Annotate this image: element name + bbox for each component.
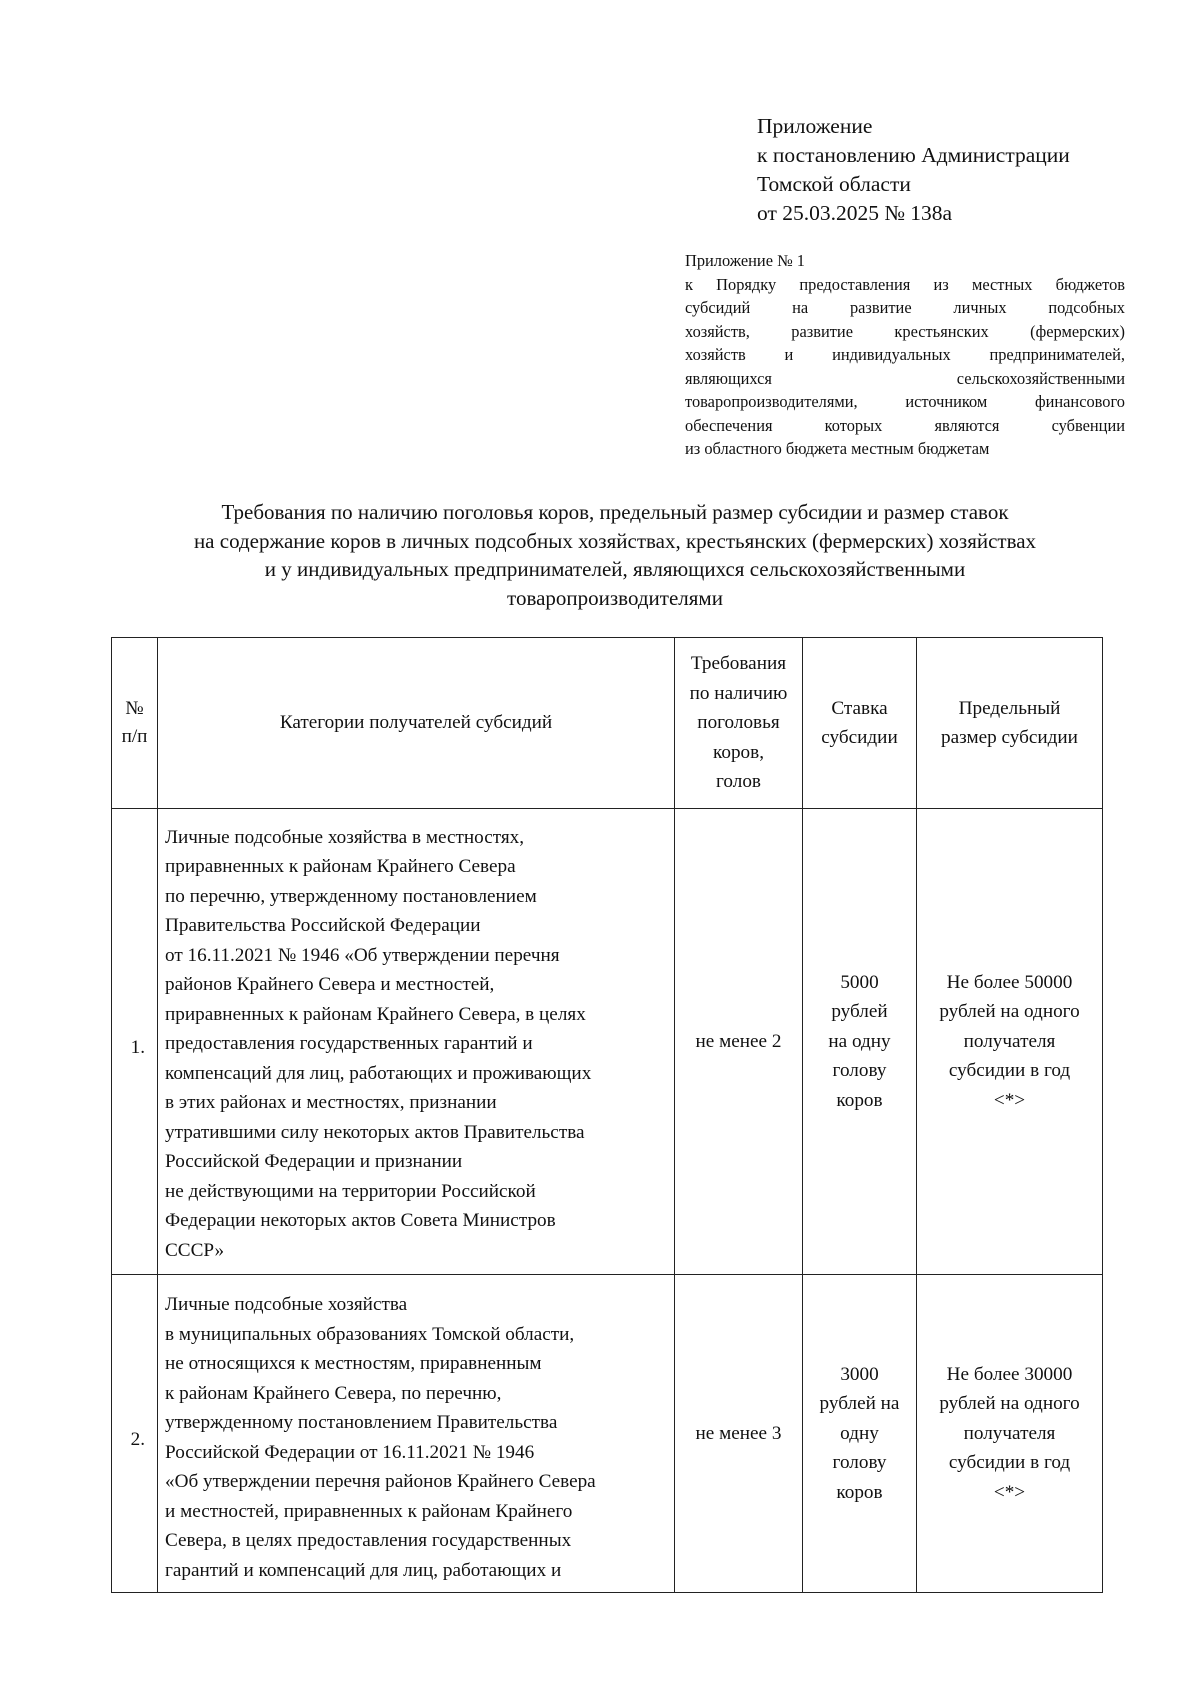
category-line: гарантий и компенсаций для лиц, работающих и (165, 1559, 562, 1581)
rate-line: коров (836, 1089, 883, 1111)
category-line: Российской Федерации от 16.11.2021 № 1946 (165, 1441, 535, 1463)
appendix-reference (685, 249, 1125, 461)
max-line: рублей на одного (939, 1001, 1080, 1023)
category-line: СССР» (165, 1239, 225, 1261)
category-line: районов Крайнего Севера и местностей, (165, 974, 495, 996)
category-line: не относящихся к местностям, приравненным (165, 1353, 542, 1374)
category-line: от 16.11.2021 № 1946 «Об утверждении перечня (165, 944, 560, 966)
category-line: к районам Крайнего Севера, по перечню, (165, 1382, 502, 1404)
appendix-line: являющихся сельскохозяйственными (685, 368, 1125, 388)
header-requirement-line: голов (716, 771, 761, 793)
category-line: утвержденному постановлением Правительства (165, 1412, 558, 1433)
header-number-line: № (125, 698, 144, 719)
category-line: приравненных к районам Крайнего Севера, в целях (165, 1003, 586, 1025)
header-requirement-line: Требования (690, 653, 787, 675)
title-line: товаропроизводителями (507, 585, 723, 610)
rate-line: рублей (831, 1001, 888, 1023)
appendix-line: товаропроизводителями, источником финансового (685, 392, 1125, 411)
header-line: Приложение (757, 114, 873, 138)
category-line: Правительства Российской Федерации (165, 915, 481, 937)
category-line: приравненных к районам Крайнего Севера (165, 856, 516, 878)
header-requirement (675, 638, 803, 809)
approval-header (757, 112, 1070, 228)
rate-line: одну (840, 1422, 879, 1444)
table-row (112, 809, 1103, 1275)
header-line: Томской области (757, 172, 911, 196)
header-rate-line: Ставка (831, 697, 888, 719)
category-line: не действующими на территории Российской (165, 1180, 536, 1202)
header-line: от 25.03.2025 № 138а (757, 201, 953, 225)
category-line: и местностей, приравненных к районам Крайнего (165, 1500, 573, 1522)
header-rate (803, 638, 917, 809)
rate-line: на одну (828, 1030, 891, 1052)
header-category: Категории получателей субсидий (158, 638, 675, 809)
category-line: Личные подсобные хозяйства в местностях, (165, 826, 525, 848)
category-line: Личные подсобные хозяйства (165, 1294, 408, 1315)
category-line: Федерации некоторых актов Совета Министров (165, 1210, 556, 1232)
category-line: утратившими силу некоторых актов Правительства (165, 1121, 585, 1143)
appendix-line: обеспечения которых являются субвенции (685, 415, 1125, 435)
header-number-line: п/п (121, 726, 148, 747)
table-row (112, 1275, 1103, 1593)
max-line: <*> (993, 1481, 1026, 1503)
rate-line: коров (836, 1481, 883, 1503)
row-number: 2. (112, 1275, 158, 1593)
row-category (158, 1275, 675, 1593)
table-header-row (112, 638, 1103, 809)
max-line: получателя (963, 1030, 1056, 1052)
category-line: в этих районах и местностях, признании (165, 1092, 497, 1114)
appendix-line: из областного бюджета местным бюджетам (685, 439, 990, 458)
header-line: к постановлению Администрации (757, 143, 1070, 167)
category-line: «Об утверждении перечня районов Крайнего Севера (165, 1471, 596, 1492)
title-line: и у индивидуальных предпринимателей, являющихся сельскохозяйственными (264, 557, 966, 581)
header-max-line: Предельный (958, 697, 1061, 719)
appendix-line: Приложение № 1 (685, 251, 806, 270)
rate-line: 5000 (840, 971, 879, 993)
document-title (110, 498, 1120, 612)
category-line: Российской Федерации и признании (165, 1151, 463, 1173)
category-line: Севера, в целях предоставления государственных (165, 1530, 572, 1551)
category-line: предоставления государственных гарантий и (165, 1033, 533, 1055)
rate-line: 3000 (840, 1363, 879, 1385)
header-requirement-line: по наличию (689, 682, 788, 704)
header-requirement-line: поголовья (697, 712, 780, 734)
category-line: по перечню, утвержденному постановлением (165, 885, 537, 907)
row-number: 1. (112, 809, 158, 1275)
max-line: Не более 50000 (946, 971, 1073, 993)
max-line: субсидии в год (948, 1060, 1071, 1082)
max-line: субсидии в год (948, 1452, 1071, 1474)
rate-line: голову (832, 1452, 887, 1474)
row-category (158, 809, 675, 1275)
row-requirement: не менее 3 (675, 1275, 803, 1593)
max-line: <*> (993, 1089, 1026, 1111)
category-line: компенсаций для лиц, работающих и проживающих (165, 1062, 592, 1084)
title-line: Требования по наличию поголовья коров, предельный размер субсидии и размер ставок (221, 500, 1009, 524)
header-number (112, 638, 158, 809)
header-rate-line: субсидии (821, 727, 898, 748)
rate-line: рублей на (819, 1393, 900, 1415)
rate-line: голову (832, 1060, 887, 1082)
category-line: в муниципальных образованиях Томской области, (165, 1323, 575, 1345)
row-max-subsidy (917, 809, 1103, 1275)
appendix-line: хозяйств, развитие крестьянских (фермерских) (685, 321, 1125, 341)
appendix-line: субсидий на развитие личных подсобных (685, 298, 1125, 317)
row-rate (803, 809, 917, 1275)
header-max (917, 638, 1103, 809)
header-requirement-line: коров, (713, 741, 764, 763)
title-line: на содержание коров в личных подсобных хозяйствах, крестьянских (фермерских) хозяйствах (193, 528, 1037, 553)
max-line: получателя (963, 1422, 1056, 1444)
row-max-subsidy (917, 1275, 1103, 1593)
appendix-line: хозяйств и индивидуальных предпринимателей, (685, 345, 1125, 364)
row-rate (803, 1275, 917, 1593)
max-line: Не более 30000 (946, 1363, 1073, 1385)
header-max-line: размер субсидии (941, 727, 1078, 748)
requirements-table (111, 637, 1103, 1593)
max-line: рублей на одного (939, 1393, 1080, 1415)
appendix-line: к Порядку предоставления из местных бюджетов (685, 274, 1125, 294)
row-requirement: не менее 2 (675, 809, 803, 1275)
